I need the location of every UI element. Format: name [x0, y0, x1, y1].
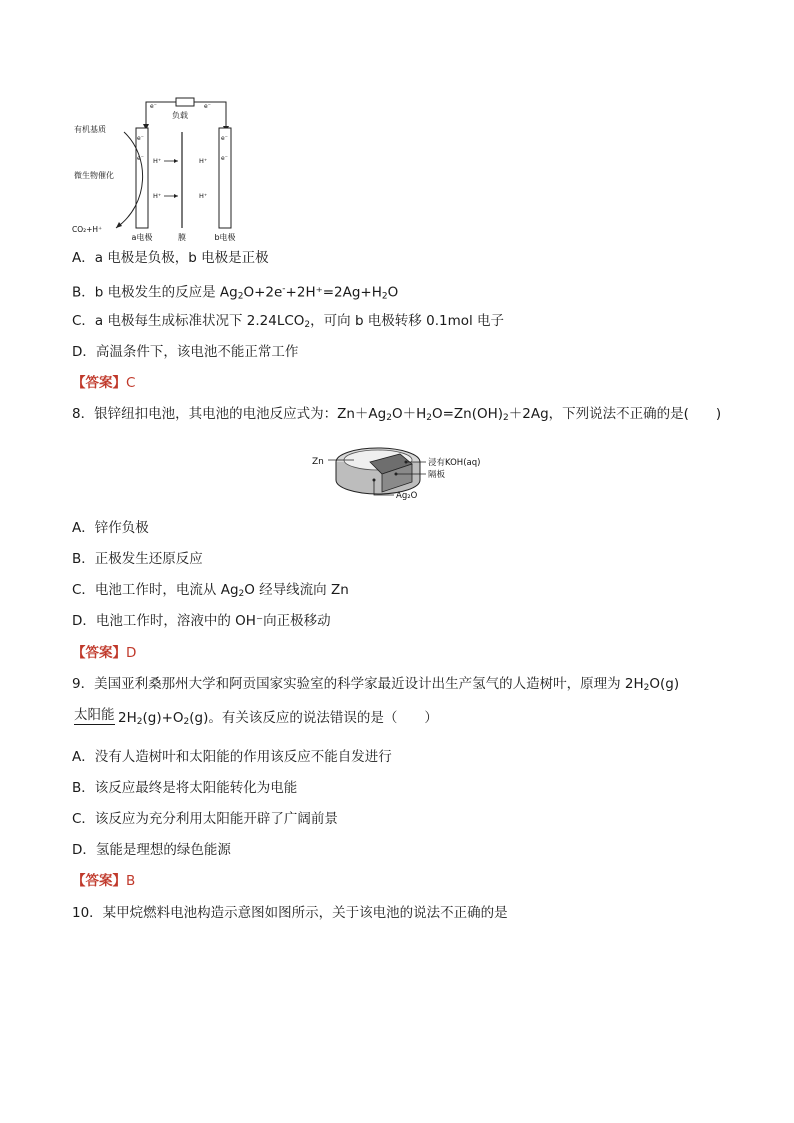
- q9-stem-line1: 9．美国亚利桑那州大学和阿贡国家实验室的科学家最近设计出生产氢气的人造树叶，原理为 $2H_2O(g)$: [72, 676, 680, 693]
- microbe-catalysis-label: 微生物催化: [74, 171, 114, 180]
- organic-substrate-label: 有机基质: [74, 125, 106, 134]
- h-ion-label: H⁺: [153, 157, 162, 165]
- q7-option-d: D．高温条件下，该电池不能正常工作: [72, 344, 299, 360]
- q10-stem: 10．某甲烷燃料电池构造示意图如图所示，关于该电池的说法不正确的是: [72, 905, 508, 921]
- load-resistor-icon: [176, 98, 194, 106]
- co2-label: CO₂+H⁺: [72, 225, 103, 234]
- electron-label: e⁻: [137, 155, 144, 162]
- zn-label: Zn: [312, 457, 324, 467]
- membrane-label: 膜: [178, 233, 186, 242]
- q7-option-b: B．b 电极发生的反应是 $Ag_2O+2e^-+2H^+=2Ag+H_2O$: [72, 284, 399, 302]
- separator-label: 隔板: [428, 470, 446, 480]
- q9-option-a: A．没有人造树叶和太阳能的作用该反应不能自发进行: [72, 749, 392, 765]
- a-electrode-label: a电极: [131, 233, 153, 242]
- q9-option-d: D．氢能是理想的绿色能源: [72, 842, 231, 858]
- q7-answer: 【答案】C: [72, 375, 136, 391]
- h-ion-label: H⁺: [199, 192, 208, 200]
- electron-label: e⁻: [221, 135, 228, 142]
- q8-option-a: A．锌作负极: [72, 520, 149, 536]
- q8-option-c: C．电池工作时，电流从 $Ag_2O$ 经导线流向 Zn: [72, 582, 349, 599]
- q8-answer: 【答案】D: [72, 645, 137, 661]
- solar-condition-label: 太阳能: [74, 707, 115, 723]
- q9-option-c: C．该反应为充分利用太阳能开辟了广阔前景: [72, 811, 338, 827]
- h-ion-label: H⁺: [153, 192, 162, 200]
- b-electrode-plate: [219, 128, 231, 228]
- button-cell-figure: [308, 440, 488, 506]
- q8-option-d: D．电池工作时，溶液中的 OH⁻向正极移动: [72, 613, 331, 629]
- ag2o-label: Ag₂O: [396, 491, 418, 501]
- electron-label: e⁻: [150, 103, 157, 110]
- load-label: 负载: [172, 111, 188, 120]
- curved-arrow-icon: [116, 222, 122, 228]
- q8-stem: 8．银锌纽扣电池，其电池的电池反应式为：$Zn+Ag_2O+H_2O=Zn(OH)_2+2Ag$，下列说法不正确的是( ): [72, 406, 722, 423]
- q7-option-c: C．a 电极每生成标准状况下 $2.24LCO_2$，可向 b 电极转移 0.1mol 电子: [72, 313, 505, 330]
- electron-label: e⁻: [221, 155, 228, 162]
- q7-option-a: A．a 电极是负极，b 电极是正极: [72, 250, 269, 266]
- electron-label: e⁻: [204, 103, 211, 110]
- microbial-fuel-cell-figure: [66, 92, 266, 244]
- b-electrode-label: b电极: [214, 233, 236, 242]
- q8-option-b: B．正极发生还原反应: [72, 551, 203, 567]
- q9-answer: 【答案】B: [72, 873, 136, 889]
- q9-option-b: B．该反应最终是将太阳能转化为电能: [72, 780, 298, 796]
- a-electrode-plate: [136, 128, 148, 228]
- h-ion-label: H⁺: [199, 157, 208, 165]
- electron-label: e⁻: [137, 135, 144, 142]
- q9-stem-line2: $2H_2(g)+O_2(g)$。有关该反应的说法错误的是（ ）: [118, 710, 438, 727]
- koh-label: 浸有KOH(aq): [428, 458, 481, 468]
